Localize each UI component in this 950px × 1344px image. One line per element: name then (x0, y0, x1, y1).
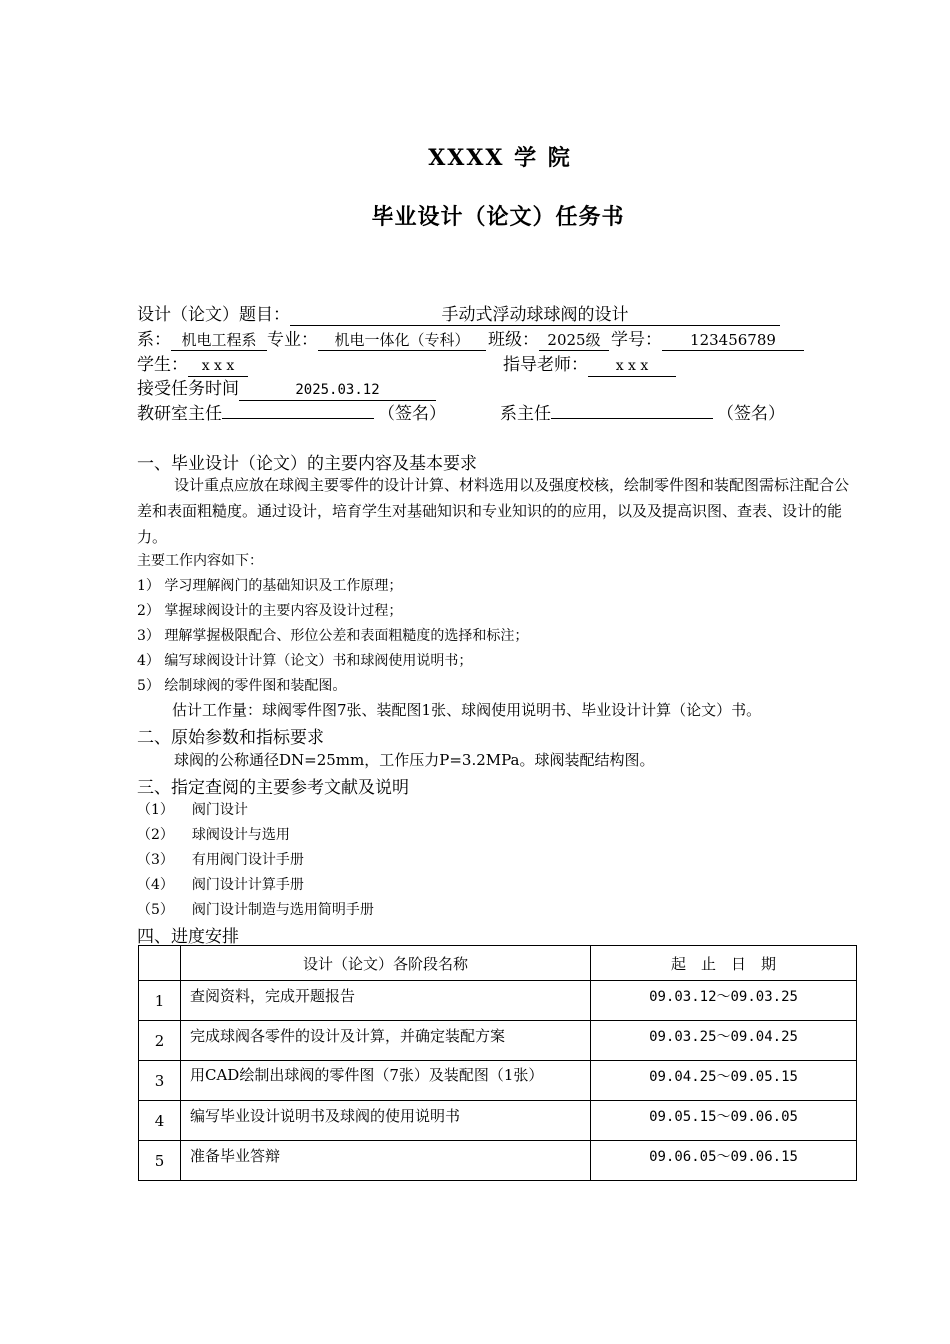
advisor-label: 指导老师： (503, 355, 588, 375)
table-row (139, 1101, 857, 1141)
reference-title: 阀门设计制造与选用简明手册 (191, 902, 374, 918)
row-number: 1 (139, 981, 181, 1021)
student-no-label: 学号： (611, 330, 662, 350)
dean-sign-note: （签名） (717, 404, 785, 424)
reference-number: （5） (137, 902, 174, 918)
schedule-table (138, 945, 857, 1181)
student-row (137, 350, 248, 377)
row-number: 2 (139, 1021, 181, 1061)
table-row (139, 1021, 857, 1061)
table-header-row (139, 946, 857, 981)
received-label: 接受任务时间 (137, 379, 239, 399)
section2-heading: 二、原始参数和指标要求 (137, 728, 324, 748)
reference-item (137, 824, 290, 844)
director-sign-note: （签名） (378, 404, 446, 424)
row-dates: 09.05.15～09.06.05 (591, 1101, 857, 1141)
workload-estimate: 估计工作量：球阀零件图7张、装配图1张、球阀使用说明书、毕业设计计算（论文）书。 (172, 701, 762, 719)
section1-paragraph: 设计重点应放在球阀主要零件的设计计算、材料选用以及强度校核，绘制零件图和装配图需标注配合公差和表面粗糙度。通过设计，培育学生对基础知识和专业知识的的应用，以及及提高识图、查表、设计的能力。 (137, 476, 850, 546)
header-stage: 设计（论文）各阶段名称 (181, 946, 591, 981)
reference-title: 有用阀门设计手册 (191, 852, 304, 868)
row-dates: 09.03.12～09.03.25 (591, 981, 857, 1021)
class-label: 班级： (488, 330, 539, 350)
list-item: 3） 理解掌握极限配合、形位公差和表面粗糙度的选择和标注； (137, 628, 529, 644)
reference-title: 阀门设计计算手册 (191, 877, 304, 893)
dean-label: 系主任 (500, 404, 551, 424)
row-dates: 09.06.05～09.06.15 (591, 1141, 857, 1181)
student-label: 学生： (137, 355, 188, 375)
major-value: 机电一体化（专科） (318, 330, 486, 351)
row-stage-text: 用CAD绘制出球阀的零件图（7张）及装配图（1张） (190, 1066, 544, 1084)
advisor-row (503, 350, 676, 377)
major-label: 专业： (267, 330, 318, 350)
reference-item (137, 799, 248, 819)
header-dates: 起 止 日 期 (591, 946, 857, 981)
advisor-value: x x x (588, 356, 676, 377)
table-row (139, 1061, 857, 1101)
reference-number: （2） (137, 827, 174, 843)
student-value: x x x (188, 356, 248, 377)
row-stage: 准备毕业答辩 (181, 1141, 591, 1181)
reference-title: 阀门设计 (191, 802, 248, 818)
director-label: 教研室主任 (137, 404, 222, 424)
document-title: 毕业设计（论文）任务书 (371, 204, 625, 230)
dept-row (137, 325, 804, 351)
section1-intro: 主要工作内容如下： (137, 553, 263, 569)
row-number: 3 (139, 1061, 181, 1101)
student-no-value: 123456789 (662, 330, 804, 351)
director-row (137, 399, 446, 424)
reference-item (137, 899, 374, 919)
header-num-cell (139, 946, 181, 981)
row-dates: 09.03.25～09.04.25 (591, 1021, 857, 1061)
reference-item (137, 849, 304, 869)
reference-number: （1） (137, 802, 174, 818)
row-number: 4 (139, 1101, 181, 1141)
dean-signature-line (551, 418, 713, 419)
row-number: 5 (139, 1141, 181, 1181)
list-item: 4） 编写球阀设计计算（论文）书和球阀使用说明书； (137, 653, 473, 669)
row-stage (181, 1061, 591, 1101)
dept-value: 机电工程系 (171, 330, 267, 351)
section1-heading: 一、毕业设计（论文）的主要内容及基本要求 (137, 454, 477, 474)
list-item: 5） 绘制球阀的零件图和装配图。 (137, 678, 347, 694)
row-stage: 查阅资料，完成开题报告 (181, 981, 591, 1021)
topic-row (137, 300, 780, 326)
school-name: XXXX 学 院 (428, 145, 572, 171)
table-row (139, 1141, 857, 1181)
row-stage: 编写毕业设计说明书及球阀的使用说明书 (181, 1101, 591, 1141)
received-row (137, 374, 436, 401)
received-value: 2025.03.12 (239, 380, 436, 401)
row-stage: 完成球阀各零件的设计及计算，并确定装配方案 (181, 1021, 591, 1061)
section4-heading: 四、进度安排 (137, 927, 239, 947)
list-item: 2） 掌握球阀设计的主要内容及设计过程； (137, 603, 403, 619)
section3-heading: 三、指定查阅的主要参考文献及说明 (137, 778, 409, 798)
row-dates: 09.04.25～09.05.15 (591, 1061, 857, 1101)
topic-value: 手动式浮动球球阀的设计 (290, 305, 780, 326)
topic-label: 设计（论文）题目： (137, 305, 290, 325)
table-row (139, 981, 857, 1021)
director-signature-line (222, 418, 374, 419)
section2-paragraph: 球阀的公称通径DN=25mm，工作压力P=3.2MPa。球阀装配结构图。 (174, 751, 655, 769)
reference-title: 球阀设计与选用 (191, 827, 290, 843)
dept-label: 系： (137, 330, 171, 350)
reference-number: （4） (137, 877, 174, 893)
dean-row (500, 399, 785, 424)
reference-item (137, 874, 304, 894)
class-value: 2025级 (539, 330, 609, 351)
list-item: 1） 学习理解阀门的基础知识及工作原理； (137, 578, 403, 594)
reference-number: （3） (137, 852, 174, 868)
